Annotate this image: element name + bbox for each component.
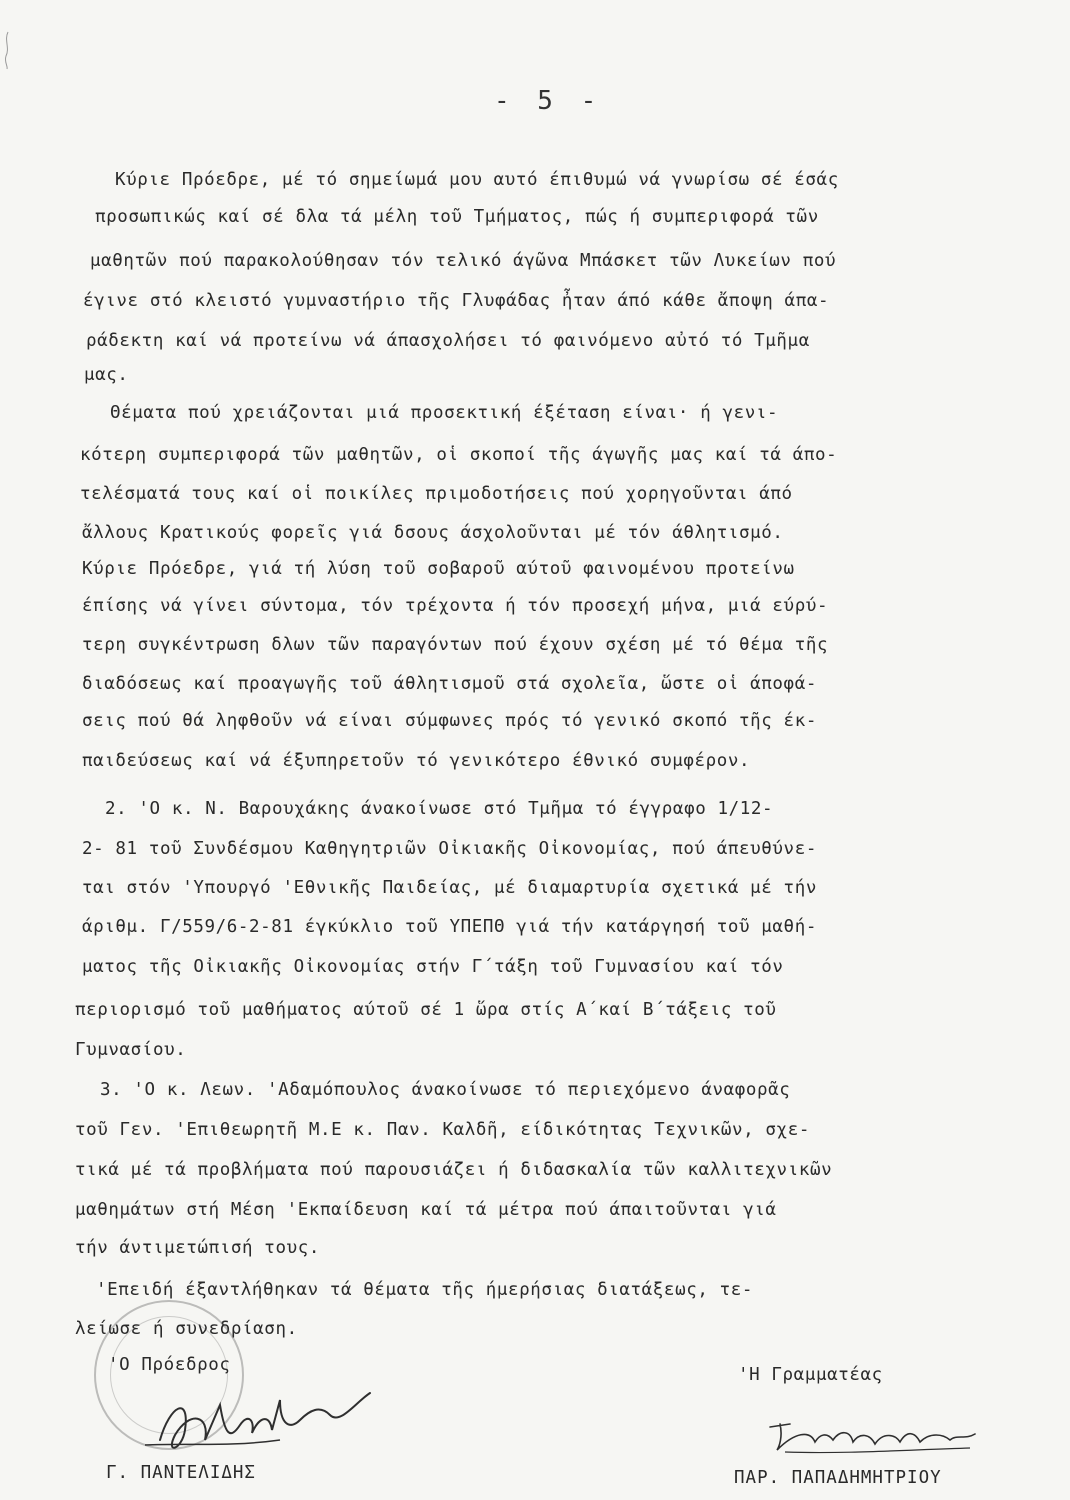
body-line: ράδεκτη καί νά προτείνω νά άπασχολήσει τό φαινόμενο αὐτό τό Τμῆμα — [86, 331, 810, 351]
body-line: 3. 'Ο κ. Λεων. 'Αδαμόπουλος άνακοίνωσε τό περιεχόμενο άναφορᾶς — [100, 1080, 791, 1100]
body-line: μαθημάτων στή Μέση 'Εκπαίδευση καί τά μέτρα πού άπαιτοῦνται γιά — [75, 1200, 777, 1220]
body-line: σεις πού θά ληφθοῦν νά είναι σύμφωνες πρός τό γενικό σκοπό τῆς έκ- — [82, 711, 817, 731]
body-line: ἄλλους Κρατικούς φορεῖς γιά δσους άσχολοῦνται μέ τόν άθλητισμό. — [82, 523, 784, 543]
body-line: τικά μέ τά προβλήματα πού παρουσιάζει ή διδασκαλία τῶν καλλιτεχνικῶν — [75, 1160, 833, 1180]
body-line: μαθητῶν πού παρακολούθησαν τόν τελικό άγῶνα Μπάσκετ τῶν Λυκείων πού — [90, 251, 837, 271]
body-line: 2. 'Ο κ. Ν. Βαρουχάκης άνακοίνωσε στό Τμῆμα τό έγγραφο 1/12- — [105, 799, 774, 819]
body-line: τοῦ Γεν. 'Επιθεωρητῆ Μ.Ε κ. Παν. Καλδῆ, είδικότητας Τεχνικῶν, σχε- — [75, 1120, 810, 1140]
secretary-role: 'Η Γραμματέας — [738, 1365, 883, 1385]
secretary-name: ΠΑΡ. ΠΑΠΑΔΗΜΗΤΡΙΟΥ — [734, 1468, 942, 1488]
body-line: παιδεύσεως καί νά έξυπηρετοῦν τό γενικότερο έθνικό συμφέρον. — [82, 751, 751, 771]
body-line: έπίσης νά γίνει σύντομα, τόν τρέχοντα ή τόν προσεχή μήνα, μιά εύρύ- — [82, 596, 829, 616]
body-line: άριθμ. Γ/559/6-2-81 έγκύκλιο τοῦ ΥΠΕΠΘ γιά τήν κατάργησή τοῦ μαθή- — [82, 917, 817, 937]
chairman-signature-icon — [130, 1385, 375, 1465]
binder-mark-icon — [2, 30, 12, 70]
body-line: προσωπικώς καί σέ δλα τά μέλη τοῦ Τμήματος, πώς ή συμπεριφορά τῶν — [95, 207, 819, 227]
chairman-name: Γ. ΠΑΝΤΕΛΙΔΗΣ — [106, 1463, 256, 1483]
body-line: κότερη συμπεριφορά τῶν μαθητῶν, οἱ σκοποί τῆς άγωγῆς μας καί τά άπο- — [80, 445, 838, 465]
body-line: τελέσματά τους καί οἱ ποικίλες πριμοδοτήσεις πού χορηγοῦνται άπό — [80, 484, 793, 504]
body-line: τερη συγκέντρωση δλων τῶν παραγόντων πού έχουν σχέση μέ τό θέμα τῆς — [82, 635, 829, 655]
chairman-role: 'Ο Πρόεδρος — [108, 1355, 231, 1375]
body-line: ματος τῆς Οἰκιακῆς Οἰκονομίας στήν Γ΄τάξη τοῦ Γυμνασίου καί τόν — [82, 957, 784, 977]
body-line: Θέματα πού χρειάζονται μιά προσεκτική έξέταση είναι· ή γενι- — [110, 403, 779, 423]
body-line: Κύριε Πρόεδρε, γιά τή λύση τοῦ σοβαροῦ αύτοῦ φαινομένου προτείνω — [82, 559, 795, 579]
body-line: περιορισμό τοῦ μαθήματος αύτοῦ σέ 1 ὥρα στίς Α΄καί Β΄τάξεις τοῦ — [75, 1000, 777, 1020]
body-line: 2- 81 τοῦ Συνδέσμου Καθηγητριῶν Οἰκιακῆς Οἰκονομίας, πού άπευθύνε- — [82, 839, 817, 859]
page-number: - 5 - — [494, 86, 603, 116]
body-line: ται στόν 'Υπουργό 'Εθνικῆς Παιδείας, μέ διαμαρτυρία σχετικά μέ τήν — [82, 878, 817, 898]
body-line: Γυμνασίου. — [75, 1040, 187, 1060]
body-line: λείωσε ή συνεδρίαση. — [75, 1319, 298, 1339]
body-line: Κύριε Πρόεδρε, μέ τό σημείωμά μου αυτό έπιθυμώ νά γνωρίσω σέ έσάς — [115, 170, 839, 190]
secretary-signature-icon — [765, 1412, 985, 1462]
body-line: έγινε στό κλειστό γυμναστήριο τῆς Γλυφάδας ἦταν άπό κάθε ἄποψη άπα- — [83, 291, 830, 311]
body-line: τήν άντιμετώπισή τους. — [75, 1238, 320, 1258]
body-line: μας. — [84, 365, 129, 385]
body-line: 'Επειδή έξαντλήθηκαν τά θέματα τῆς ήμερήσιας διατάξεως, τε- — [96, 1280, 754, 1300]
body-line: διαδόσεως καί προαγωγῆς τοῦ άθλητισμοῦ στά σχολεῖα, ὥστε οἱ άποφά- — [82, 674, 817, 694]
